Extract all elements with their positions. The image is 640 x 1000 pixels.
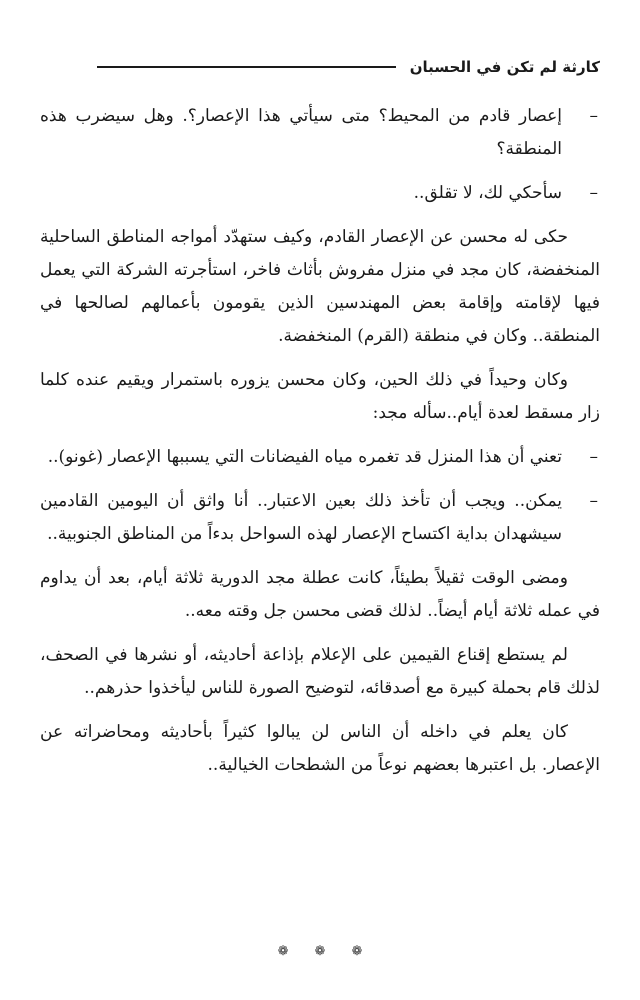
section-ornaments xyxy=(40,944,600,959)
page-body xyxy=(40,100,600,793)
running-header xyxy=(97,58,600,76)
dialogue-dash: – xyxy=(589,183,598,203)
header-rule xyxy=(97,66,396,68)
book-page xyxy=(40,0,600,1000)
paragraph: ومضى الوقت ثقيلاً بطيئاً، كانت عطلة مجد الدورية ثلاثة أيام، بعد أن يداوم في عمله ثلاثة أيام أيضاً.. لذلك قضى محسن جل وقته معه.. xyxy=(40,568,600,621)
dialogue-text: تعني أن هذا المنزل قد تغمره مياه الفيضانات التي يسببها الإعصار (غونو).. xyxy=(47,447,562,467)
dialogue-line xyxy=(40,485,600,551)
dialogue-line xyxy=(40,100,600,166)
dialogue-dash: – xyxy=(589,106,598,126)
ornament-icon: ❁ xyxy=(351,944,363,959)
paragraph: كان يعلم في داخله أن الناس لن يبالوا كثيراً بأحاديثه ومحاضراته عن الإعصار. بل اعتبرها بعضهم نوعاً من الشطحات الخيالية.. xyxy=(40,722,600,775)
ornament-icon: ❁ xyxy=(314,944,326,959)
dialogue-dash: – xyxy=(589,491,598,511)
dialogue-line xyxy=(40,177,600,210)
dialogue-dash: – xyxy=(589,447,598,467)
chapter-title: كارثة لم تكن في الحسبان xyxy=(409,58,600,76)
paragraph: لم يستطع إقناع القيمين على الإعلام بإذاعة أحاديثه، أو نشرها في الصحف، لذلك قام بحملة كبيرة مع أصدقائه، لتوضيح الصورة للناس ليأخذوا حذرهم.. xyxy=(40,645,600,698)
dialogue-text: يمكن.. ويجب أن تأخذ ذلك بعين الاعتبار.. أنا واثق أن اليومين القادمين سيشهدان بداية اكتساح الإعصار لهذه السواحل بدءاً من المناطق الجنوبية.. xyxy=(40,491,562,544)
paragraph: وكان وحيداً في ذلك الحين، وكان محسن يزوره باستمرار ويقيم عنده كلما زار مسقط لعدة أيام..سأله مجد: xyxy=(40,370,600,423)
ornament-icon: ❁ xyxy=(277,944,289,959)
dialogue-text: إعصار قادم من المحيط؟ متى سيأتي هذا الإعصار؟. وهل سيضرب هذه المنطقة؟ xyxy=(40,106,562,159)
dialogue-line xyxy=(40,441,600,474)
dialogue-text: سأحكي لك، لا تقلق.. xyxy=(413,183,562,203)
paragraph: حكى له محسن عن الإعصار القادم، وكيف ستهدّد أمواجه المناطق الساحلية المنخفضة، كان مجد في منزل مفروش بأثاث فاخر، استأجرته الشركة التي يعمل فيها لإقامته وإقامة بعض المهندسين الذين يقومون بأعمالهم لصالحها في المنطقة.. وكان في منطقة (القرم) المنخفضة. xyxy=(40,227,600,346)
